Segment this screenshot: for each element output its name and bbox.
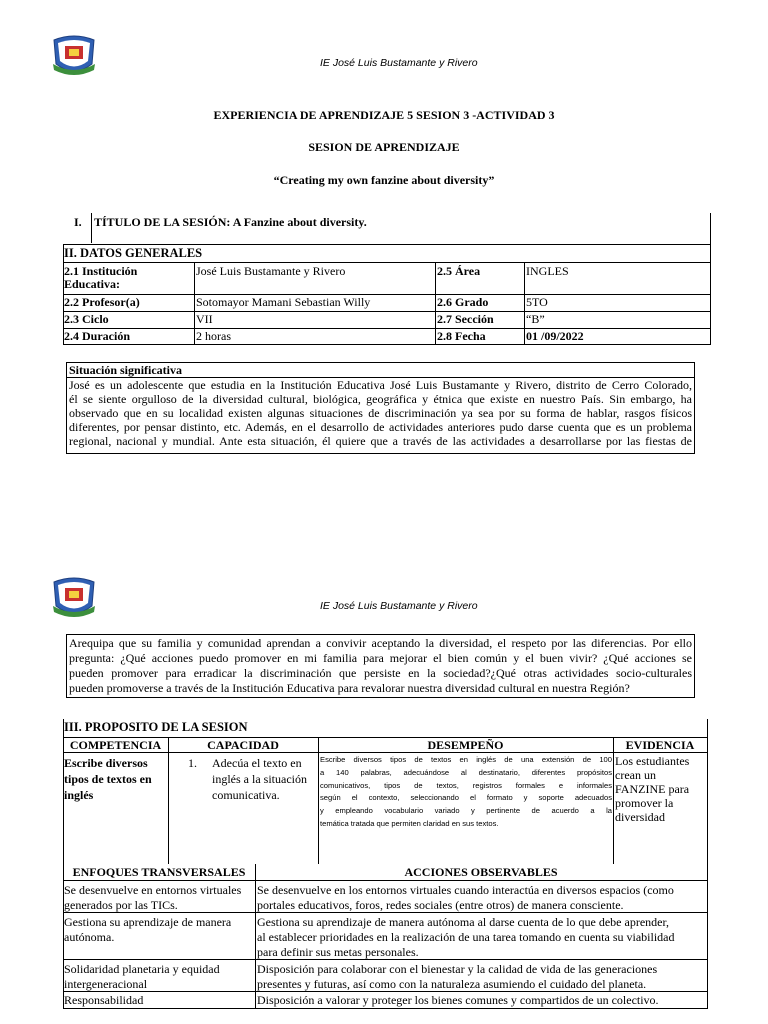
- capacidad-line: inglés a la situación: [212, 772, 307, 786]
- label-duracion: 2.4 Duración: [64, 329, 130, 343]
- desempeno-line: según el contexto, seleccionando el formato y soporte adecuados: [320, 793, 612, 803]
- divider: [318, 737, 319, 864]
- competencia-line: Escribe diversos: [64, 756, 148, 770]
- enfoque-line: Solidaridad planetaria y equidad: [64, 962, 220, 976]
- enfoque-line: Se desenvuelve en entornos virtuales: [64, 883, 242, 897]
- divider: [63, 880, 708, 881]
- divider: [194, 262, 195, 344]
- value-fecha: 01 /09/2022: [526, 329, 584, 343]
- situacion-cont-line: pueden promoverse a través de la Institución Educativa para revalorar nuestra diversidad cultural en nuestra Región?: [69, 681, 630, 695]
- value-seccion: “B”: [526, 312, 545, 326]
- session-subtitle: “Creating my own fanzine about diversity”: [273, 173, 495, 187]
- label-institucion: 2.1 Institución Educativa:: [64, 264, 138, 291]
- accion-cell: [257, 993, 705, 1008]
- school-crest-logo: [50, 576, 98, 620]
- evidencia-line: diversidad: [615, 810, 665, 824]
- accion-line: Se desenvuelve en los entornos virtuales cuando interactúa en diversos espacios (como: [257, 883, 674, 897]
- accion-line: portales educativos, foros, redes sociales (entre otros) de manera consciente.: [257, 898, 624, 912]
- enfoque-cell: [64, 883, 254, 913]
- capacidad-line: Adecúa el texto en: [212, 756, 302, 770]
- enfoque-line: intergeneracional: [64, 977, 148, 991]
- divider: [63, 294, 711, 295]
- situacion-cont-line: pueden promover para erradicar la discriminación que persiste en la sociedad?¿Qué otras actividades socio-culturales: [69, 666, 692, 680]
- enfoque-line: autónoma.: [64, 930, 115, 944]
- evidencia-line: Los estudiantes: [615, 754, 690, 768]
- situacion-cont-line: pregunta: ¿Qué acciones puedo promover en mi familia para mejorar el bien común y el buen vivir? ¿Qué acciones se: [69, 651, 692, 665]
- divider: [63, 262, 711, 263]
- competencia-line: inglés: [64, 788, 94, 802]
- enfoque-cell: [64, 962, 254, 992]
- section-1-title: TÍTULO DE LA SESIÓN: A Fanzine about diversity.: [94, 215, 367, 229]
- header-enfoques: ENFOQUES TRANSVERSALES: [72, 865, 246, 879]
- session-title: SESION DE APRENDIZAJE: [308, 140, 460, 154]
- evidencia-line: crean un: [615, 768, 656, 782]
- header-competencia: COMPETENCIA: [69, 738, 162, 752]
- desempeno-line: Escribe diversos tipos de textos en inglés de una extensión de 100: [320, 755, 612, 764]
- situacion-line: él se siente orgulloso de la diversidad cultural, biológica, geográfica y étnica que existe en nuestro País. Sin embargo, ha: [69, 392, 692, 406]
- label-ciclo: 2.3 Ciclo: [64, 312, 109, 326]
- divider: [435, 262, 436, 344]
- desempeno-line: temática tratada que permiten claridad en sus textos.: [320, 818, 499, 828]
- accion-line: para definir sus metas personales.: [257, 945, 419, 959]
- header-capacidad: CAPACIDAD: [207, 738, 279, 752]
- label-fecha: 2.8 Fecha: [437, 329, 486, 343]
- section-3-title: III. PROPOSITO DE LA SESION: [64, 720, 248, 734]
- divider: [613, 737, 614, 864]
- enfoque-cell: [64, 993, 254, 1008]
- accion-cell: [257, 915, 705, 960]
- divider: [707, 719, 708, 1009]
- divider: [63, 328, 711, 329]
- situacion-cont-line: Arequipa que su familia y comunidad aprendan a convivir aceptando la diversidad, el respeto por las diferencias. Por ello: [69, 636, 692, 650]
- accion-line: Disposición a valorar y proteger los bienes comunes y compartidos de un colectivo.: [257, 993, 659, 1007]
- value-grado: 5TO: [526, 295, 548, 309]
- desempeno-line: y empleando vocabulario variado y pertinente de acuerdo a la: [320, 806, 612, 816]
- accion-line: al establecer prioridades en la realización de una tarea tomando en cuenta su viabilidad: [257, 930, 675, 944]
- situacion-line: diferentes, por pensar distinto, etc. Además, en el desarrollo de actividades anteriores pudo darse cuenta que es un problema: [69, 420, 692, 434]
- capacidad-cell: [212, 755, 307, 803]
- accion-line: Gestiona su aprendizaje de manera autónoma al darse cuenta de lo que debe aprender,: [257, 915, 669, 929]
- section-2-title: II. DATOS GENERALES: [64, 246, 203, 260]
- divider: [524, 262, 525, 344]
- divider: [63, 244, 711, 245]
- situacion-title: Situación significativa: [69, 363, 183, 377]
- divider: [63, 1008, 708, 1009]
- accion-cell: [257, 883, 705, 913]
- experience-title: EXPERIENCIA DE APRENDIZAJE 5 SESION 3 -ACTIVIDAD 3: [213, 108, 555, 122]
- competencia-cell: [64, 755, 152, 803]
- competencia-line: tipos de textos en: [64, 772, 152, 786]
- accion-line: Disposición para colaborar con el bienestar y la calidad de vida de las generaciones: [257, 962, 658, 976]
- accion-line: presentes y futuras, así como con la naturaleza asumiendo el cuidado del planeta.: [257, 977, 647, 991]
- section-1-number: I.: [74, 215, 82, 229]
- divider: [91, 213, 92, 243]
- enfoque-line: Gestiona su aprendizaje de manera: [64, 915, 232, 929]
- enfoque-line: Responsabilidad: [64, 993, 144, 1007]
- header-acciones: ACCIONES OBSERVABLES: [404, 865, 558, 879]
- evidencia-line: promover la: [615, 796, 674, 810]
- desempeno-line: comunicativos, tipos de textos, registros formales e informales: [320, 780, 612, 790]
- situacion-line: regional, nacional y mundial. Ante esta situación, él quiere que a través de las actividades a desarrollarse por las fiestas de: [69, 434, 692, 448]
- situacion-line: José es un adolescente que estudia en la Institución Educativa José Luis Bustamante y Rivero, distrito de Cerro Colorado,: [69, 378, 692, 392]
- divider: [63, 752, 708, 753]
- school-crest-logo: [50, 34, 98, 78]
- label-grado: 2.6 Grado: [437, 295, 489, 309]
- label-area: 2.5 Área: [437, 264, 481, 278]
- header-desempeno: DESEMPEÑO: [427, 738, 504, 752]
- header-evidencia: EVIDENCIA: [625, 738, 695, 752]
- school-header: IE José Luis Bustamante y Rivero: [320, 57, 478, 69]
- divider: [710, 213, 711, 344]
- school-header: IE José Luis Bustamante y Rivero: [320, 600, 478, 612]
- accion-cell: [257, 962, 705, 992]
- value-institucion: José Luis Bustamante y Rivero: [196, 264, 346, 278]
- evidencia-cell: [615, 754, 689, 824]
- capacidad-line: comunicativa.: [212, 788, 280, 802]
- enfoque-line: generados por las TICs.: [64, 898, 178, 912]
- label-seccion: 2.7 Sección: [437, 312, 494, 326]
- value-profesor: Sotomayor Mamani Sebastian Willy: [196, 295, 371, 309]
- desempeno-cell: [320, 754, 612, 831]
- evidencia-line: FANZINE para: [615, 782, 690, 796]
- divider: [63, 344, 711, 345]
- enfoque-cell: [64, 915, 254, 945]
- divider: [63, 311, 711, 312]
- divider: [255, 864, 256, 1009]
- situacion-line: observado que en su localidad existen algunas situaciones de discriminación ya sea por su forma de hablar, rasgos físicos: [69, 406, 692, 420]
- capacidad-number: 1.: [188, 756, 197, 770]
- value-area: INGLES: [526, 264, 569, 278]
- value-duracion: 2 horas: [196, 329, 231, 343]
- label-profesor: 2.2 Profesor(a): [64, 295, 140, 309]
- divider: [168, 737, 169, 864]
- desempeno-line: a 140 palabras, adecuándose al destinatario, diferentes propósitos: [320, 767, 612, 777]
- value-ciclo: VII: [196, 312, 213, 326]
